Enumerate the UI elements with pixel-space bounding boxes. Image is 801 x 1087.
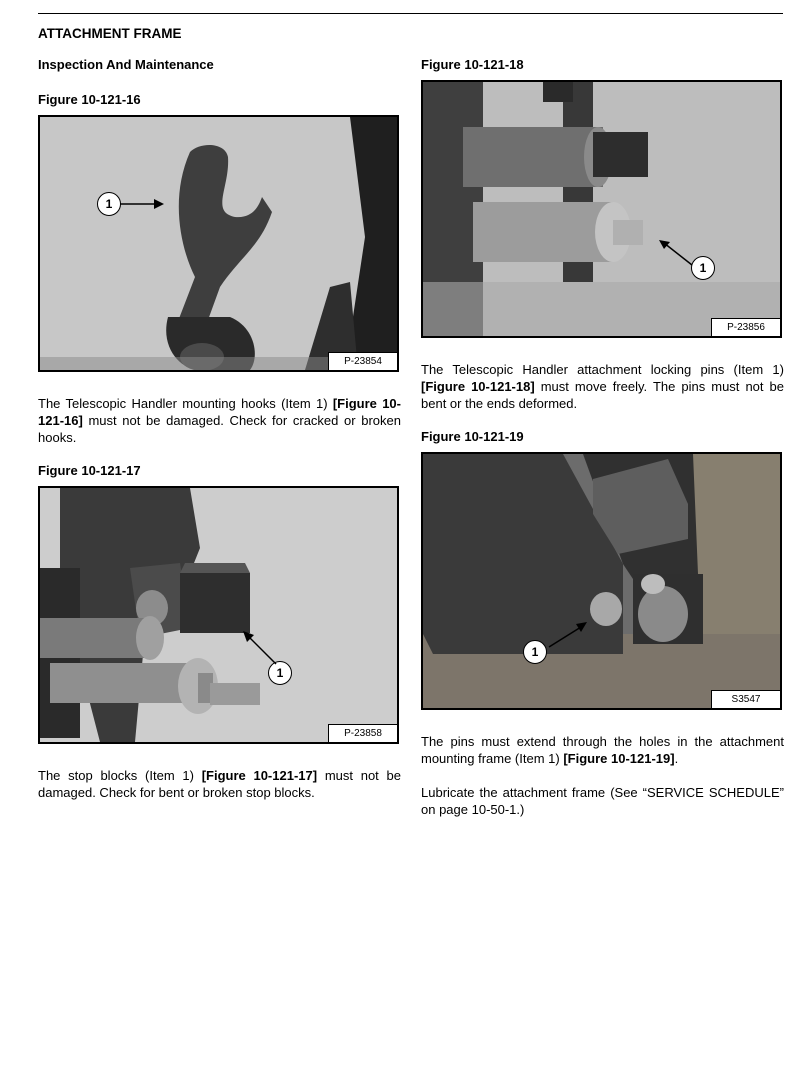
figure-17-arrow bbox=[240, 628, 280, 668]
pins-text-a: The Telescopic Handler attachment locking pins (Item 1) bbox=[421, 362, 784, 377]
figure-16-arrow bbox=[120, 197, 165, 211]
stop-block-illustration bbox=[40, 488, 397, 742]
figure-17-label: Figure 10-121-17 bbox=[38, 463, 141, 478]
figure-18-label: Figure 10-121-18 bbox=[421, 57, 524, 72]
holes-text-a: The pins must extend through the holes in the attachment mounting frame (Item 1) bbox=[421, 734, 784, 766]
subsection-title: Inspection And Maintenance bbox=[38, 57, 214, 72]
holes-paragraph bbox=[421, 733, 784, 767]
figure-18-photo-id: P-23856 bbox=[711, 318, 780, 336]
figure-16-label: Figure 10-121-16 bbox=[38, 92, 141, 107]
stops-text-b: must not be damaged. Check for bent or broken stop blocks. bbox=[38, 768, 401, 800]
stops-paragraph bbox=[38, 767, 401, 801]
figure-19-photo bbox=[421, 452, 782, 710]
figure-17-photo-id: P-23858 bbox=[328, 724, 397, 742]
section-title: ATTACHMENT FRAME bbox=[38, 26, 182, 41]
figure-19-callout: 1 bbox=[523, 640, 547, 664]
figure-18-arrow bbox=[656, 237, 696, 269]
figure-18-photo bbox=[421, 80, 782, 338]
holes-text-b: . bbox=[674, 751, 679, 766]
hooks-paragraph bbox=[38, 395, 401, 446]
hooks-figure-ref[interactable]: [Figure 10-121-16] bbox=[38, 396, 401, 428]
figure-16-photo bbox=[38, 115, 399, 372]
locking-pin-illustration bbox=[423, 82, 780, 336]
figure-17-photo bbox=[38, 486, 399, 744]
hooks-text-b: must not be damaged. Check for cracked or broken hooks. bbox=[38, 413, 401, 445]
figure-18-callout: 1 bbox=[691, 256, 715, 280]
figure-16-photo-id: P-23854 bbox=[328, 352, 397, 370]
pins-text-b: must move freely. The pins must not be bent or the ends deformed. bbox=[421, 379, 785, 411]
figure-16-callout: 1 bbox=[97, 192, 121, 216]
stops-figure-ref[interactable]: [Figure 10-121-17] bbox=[201, 768, 318, 783]
hook-illustration bbox=[40, 117, 397, 370]
header-rule bbox=[38, 13, 783, 14]
stops-text-a: The stop blocks (Item 1) bbox=[38, 768, 202, 783]
figure-17-callout: 1 bbox=[268, 661, 292, 685]
figure-19-label: Figure 10-121-19 bbox=[421, 429, 524, 444]
pins-paragraph bbox=[421, 361, 784, 412]
lubricate-paragraph: Lubricate the attachment frame (See “SERVICE SCHEDULE” on page 10-50-1.) bbox=[421, 785, 784, 817]
hooks-text-a: The Telescopic Handler mounting hooks (Item 1) bbox=[38, 396, 333, 411]
figure-19-photo-id: S3547 bbox=[711, 690, 780, 708]
frame-holes-illustration bbox=[423, 454, 780, 708]
holes-figure-ref[interactable]: [Figure 10-121-19] bbox=[563, 751, 675, 766]
figure-19-arrow bbox=[545, 619, 591, 651]
pins-figure-ref[interactable]: [Figure 10-121-18] bbox=[421, 379, 535, 394]
